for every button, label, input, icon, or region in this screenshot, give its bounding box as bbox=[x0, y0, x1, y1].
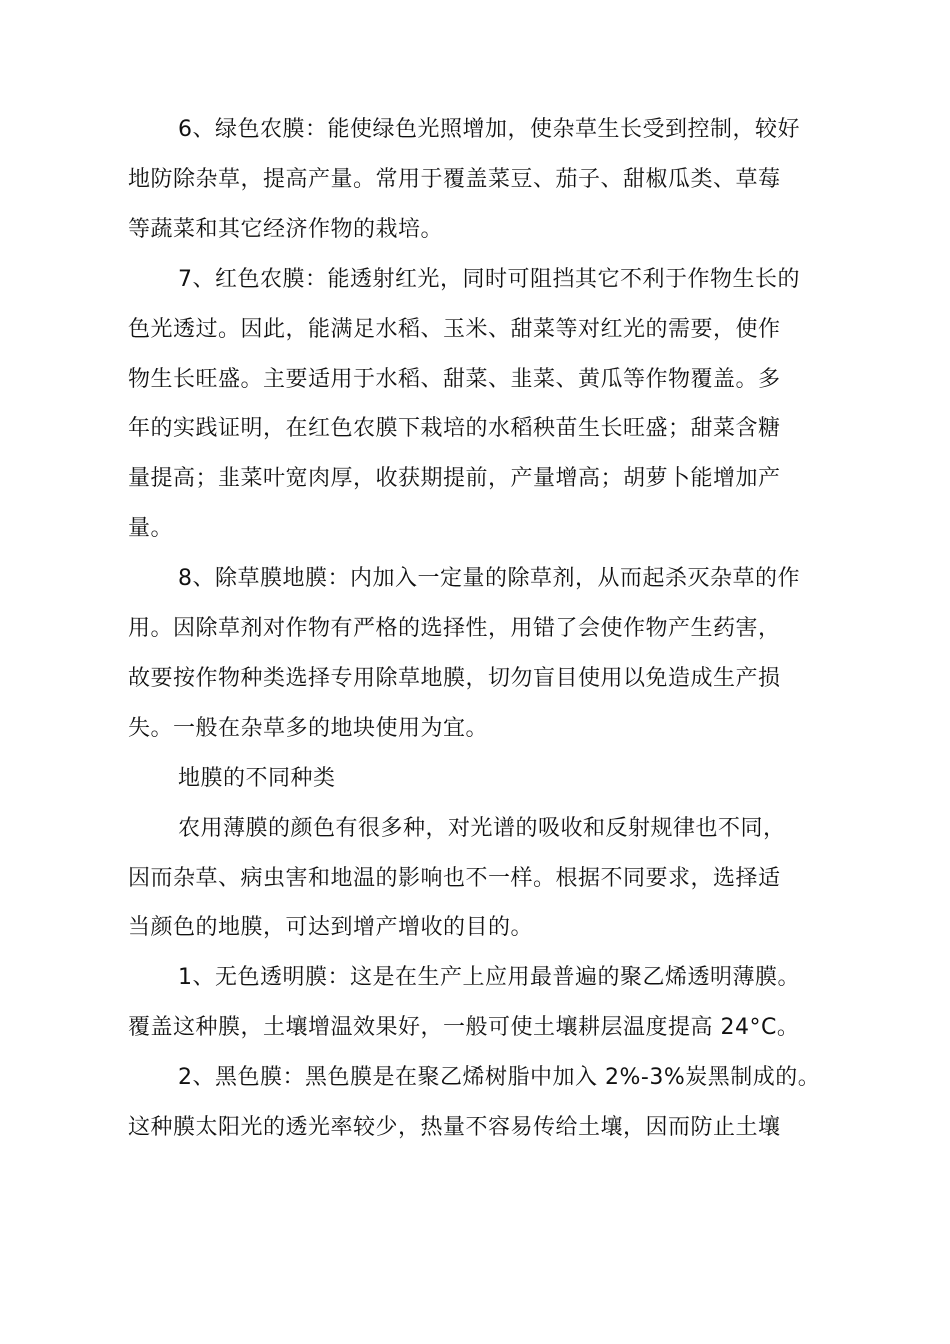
paragraph-line: 1、无色透明膜：这是在生产上应用最普遍的聚乙烯透明薄膜。 bbox=[178, 965, 800, 990]
paragraph-line: 这种膜太阳光的透光率较少，热量不容易传给土壤，因而防止土壤 bbox=[128, 1115, 781, 1140]
paragraph-line: 失。一般在杂草多的地块使用为宜。 bbox=[128, 716, 489, 741]
paragraph-line: 因而杂草、病虫害和地温的影响也不一样。根据不同要求，选择适 bbox=[128, 866, 781, 891]
paragraph-line: 等蔬菜和其它经济作物的栽培。 bbox=[128, 217, 444, 242]
paragraph-line: 8、除草膜地膜：内加入一定量的除草剂，从而起杀灭杂草的作 bbox=[178, 566, 800, 591]
paragraph-line: 7、红色农膜：能透射红光，同时可阻挡其它不利于作物生长的 bbox=[178, 267, 800, 292]
paragraph-line: 用。因除草剂对作物有严格的选择性，用错了会使作物产生药害， bbox=[128, 616, 781, 641]
paragraph-line: 量提高；韭菜叶宽肉厚，收获期提前，产量增高；胡萝卜能增加产 bbox=[128, 466, 781, 491]
paragraph-line: 当颜色的地膜，可达到增产增收的目的。 bbox=[128, 915, 534, 940]
paragraph-line: 故要按作物种类选择专用除草地膜，切勿盲目使用以免造成生产损 bbox=[128, 666, 781, 691]
paragraph-line: 物生长旺盛。主要适用于水稻、甜菜、韭菜、黄瓜等作物覆盖。多 bbox=[128, 367, 781, 392]
paragraph-line: 地防除杂草，提高产量。常用于覆盖菜豆、茄子、甜椒瓜类、草莓 bbox=[128, 167, 781, 192]
section-heading: 地膜的不同种类 bbox=[178, 766, 336, 791]
paragraph-line: 2、黑色膜：黑色膜是在聚乙烯树脂中加入 2%-3%炭黑制成的。 bbox=[178, 1065, 821, 1090]
paragraph-line: 6、绿色农膜：能使绿色光照增加，使杂草生长受到控制，较好 bbox=[178, 117, 800, 142]
paragraph-line: 覆盖这种膜，土壤增温效果好，一般可使土壤耕层温度提高 24°C。 bbox=[128, 1015, 800, 1040]
paragraph-line: 量。 bbox=[128, 516, 174, 541]
paragraph-line: 农用薄膜的颜色有很多种，对光谱的吸收和反射规律也不同， bbox=[178, 816, 786, 841]
paragraph-line: 色光透过。因此，能满足水稻、玉米、甜菜等对红光的需要，使作 bbox=[128, 317, 781, 342]
paragraph-line: 年的实践证明，在红色农膜下栽培的水稻秧苗生长旺盛；甜菜含糖 bbox=[128, 416, 781, 441]
